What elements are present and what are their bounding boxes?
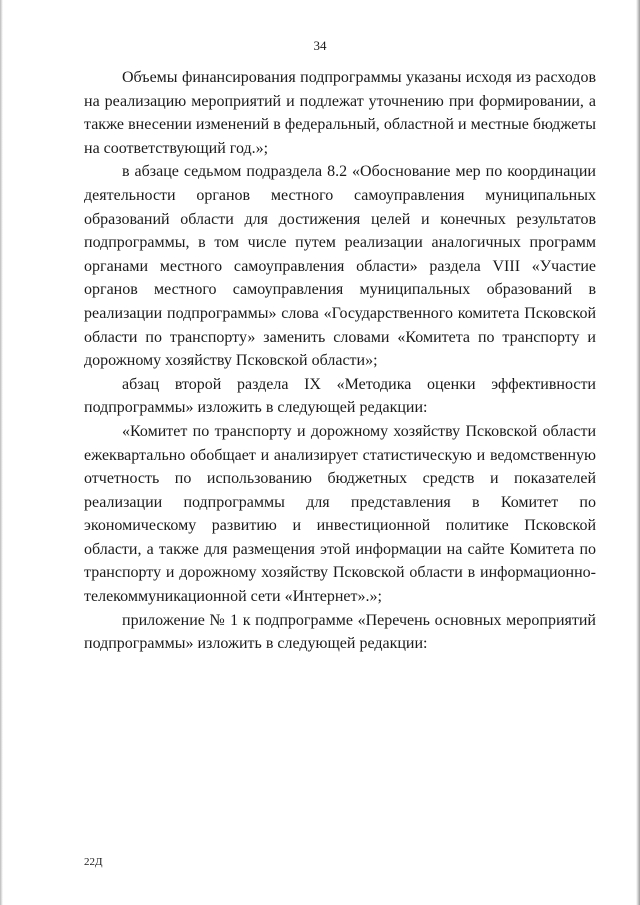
paragraph-committee-quote: «Комитет по транспорту и дорожному хозяйству Псковской области ежеквартально обобщает и анализирует статистическую и ведомственную отчетность по использованию бюджетных средств и показателей реализации подпрограммы для представления в Комитет по экономическому развитию и инвестиционной политике Псковской области, а также для размещения этой информации на сайте Комитета по транспорту и дорожному хозяйству Псковской области в информационно-телекоммуникационной сети «Интернет».»;: [84, 422, 596, 606]
paragraph-section-ix: абзац второй раздела IX «Методика оценки эффективности подпрограммы» изложить в следующей редакции:: [84, 375, 596, 417]
footer-code: 22Д: [84, 856, 103, 868]
page-number: 34: [313, 38, 327, 53]
paragraph-appendix-1: приложение № 1 к подпрограмме «Перечень основных мероприятий подпрограммы» изложить в следующей редакции:: [84, 611, 596, 653]
paragraph-subsection-8-2: в абзаце седьмом подраздела 8.2 «Обоснование мер по координации деятельности органов местного самоуправления муниципальных образований области для достижения целей и конечных результатов подпрограммы, в том числе путем реализации аналогичных программ органами местного самоуправления области» раздела VIII «Участие органов местного самоуправления муниципальных образований в реализации подпрограммы» слова «Государственного комитета Псковской области по транспорту» заменить словами «Комитета по транспорту и дорожному хозяйству Псковской области»;: [84, 163, 596, 370]
body-text: [84, 66, 596, 656]
scan-edge-left: [0, 0, 3, 905]
scan-edge-right: [636, 0, 640, 905]
paragraph-financing-volumes: Объемы финансирования подпрограммы указаны исходя из расходов на реализацию мероприятий и подлежат уточнению при формировании, а также внесении изменений в федеральный, областной и местные бюджеты на соответствующий год.»;: [84, 69, 596, 157]
